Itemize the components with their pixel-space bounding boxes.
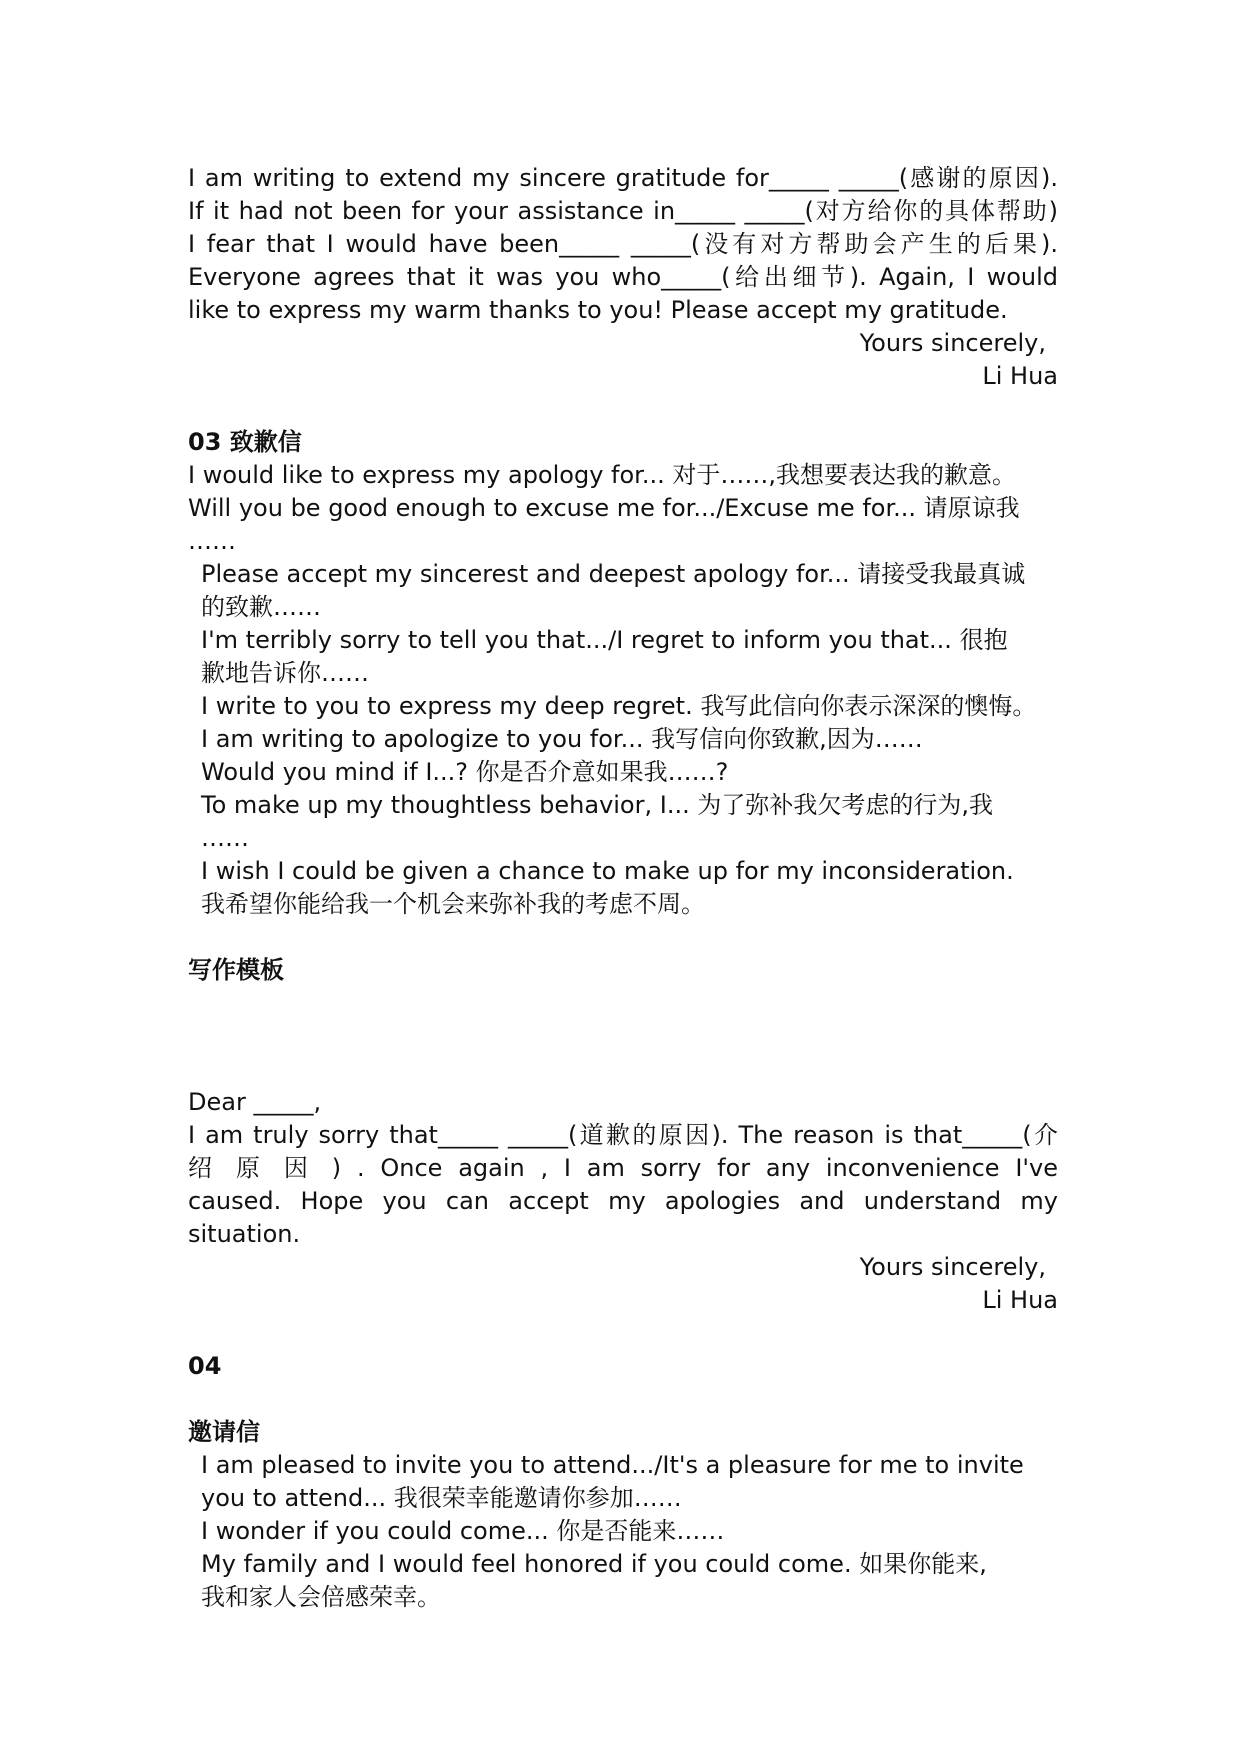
spacer bbox=[188, 987, 1058, 1086]
template-greeting: Dear _____, bbox=[188, 1088, 322, 1116]
document-page bbox=[188, 162, 1058, 1614]
apology-line: …… bbox=[188, 527, 236, 555]
template-line: situation. bbox=[188, 1220, 301, 1248]
thanks-signature: Li Hua bbox=[982, 362, 1058, 390]
spacer bbox=[188, 1317, 1058, 1350]
spacer bbox=[188, 393, 1058, 426]
thanks-line: I fear that I would have been_____ _____(没有对方帮助会产生的后果). bbox=[188, 230, 1058, 258]
apology-line: 我希望你能给我一个机会来弥补我的考虑不周。 bbox=[201, 890, 705, 918]
apology-line: I am writing to apologize to you for... 我写信向你致歉,因为…… bbox=[201, 725, 923, 753]
invitation-line: I wonder if you could come... 你是否能来…… bbox=[201, 1517, 725, 1545]
apology-line: …… bbox=[201, 824, 249, 852]
apology-line: 歉地告诉你…… bbox=[201, 659, 369, 687]
apology-line: To make up my thoughtless behavior, I... 为了弥补我欠考虑的行为,我 bbox=[201, 791, 993, 819]
thanks-line: Everyone agrees that it was you who_____(给出细节). Again, I would bbox=[188, 263, 1058, 291]
spacer bbox=[188, 921, 1058, 954]
apology-line: 的致歉…… bbox=[201, 593, 321, 621]
apology-line: I'm terribly sorry to tell you that.../I regret to inform you that... 很抱 bbox=[201, 626, 1008, 654]
thanks-line: If it had not been for your assistance in_____ _____(对方给你的具体帮助) bbox=[188, 197, 1058, 225]
apology-line: Will you be good enough to excuse me for.../Excuse me for... 请原谅我 bbox=[188, 494, 1020, 522]
invitation-line: I am pleased to invite you to attend.../It's a pleasure for me to invite bbox=[201, 1451, 1024, 1479]
template-line: 绍 原 因 ) . Once again , I am sorry for any inconvenience I've bbox=[188, 1154, 1058, 1182]
thanks-closing: Yours sincerely, bbox=[859, 329, 1046, 357]
invitation-phrases bbox=[188, 1449, 1058, 1614]
apology-line: I write to you to express my deep regret. 我写此信向你表示深深的懊悔。 bbox=[201, 692, 1037, 720]
template-closing: Yours sincerely, bbox=[859, 1253, 1046, 1281]
thanks-line: I am writing to extend my sincere gratitude for_____ _____(感谢的原因). bbox=[188, 164, 1058, 192]
apology-template bbox=[188, 1086, 1058, 1317]
apology-line: Would you mind if I...? 你是否介意如果我……? bbox=[201, 758, 729, 786]
invitation-heading: 邀请信 bbox=[188, 1418, 260, 1446]
template-signature: Li Hua bbox=[982, 1286, 1058, 1314]
apology-line: I wish I could be given a chance to make up for my inconsideration. bbox=[201, 857, 1014, 885]
invitation-line: you to attend... 我很荣幸能邀请你参加…… bbox=[201, 1484, 682, 1512]
invitation-line: My family and I would feel honored if you could come. 如果你能来, bbox=[201, 1550, 987, 1578]
apology-line: I would like to express my apology for... 对于……,我想要表达我的歉意。 bbox=[188, 461, 1016, 489]
invitation-line: 我和家人会倍感荣幸。 bbox=[201, 1583, 441, 1611]
apology-phrases bbox=[188, 459, 1058, 921]
template-line: caused. Hope you can accept my apologies and understand my bbox=[188, 1187, 1058, 1215]
apology-heading: 03 致歉信 bbox=[188, 428, 302, 456]
invitation-number: 04 bbox=[188, 1352, 222, 1380]
thanks-line: like to express my warm thanks to you! Please accept my gratitude. bbox=[188, 296, 1008, 324]
thanks-template bbox=[188, 162, 1058, 393]
template-heading: 写作模板 bbox=[188, 956, 284, 984]
template-line: I am truly sorry that_____ _____(道歉的原因). The reason is that_____(介 bbox=[188, 1121, 1058, 1149]
spacer bbox=[188, 1383, 1058, 1416]
apology-line: Please accept my sincerest and deepest apology for... 请接受我最真诚 bbox=[201, 560, 1026, 588]
